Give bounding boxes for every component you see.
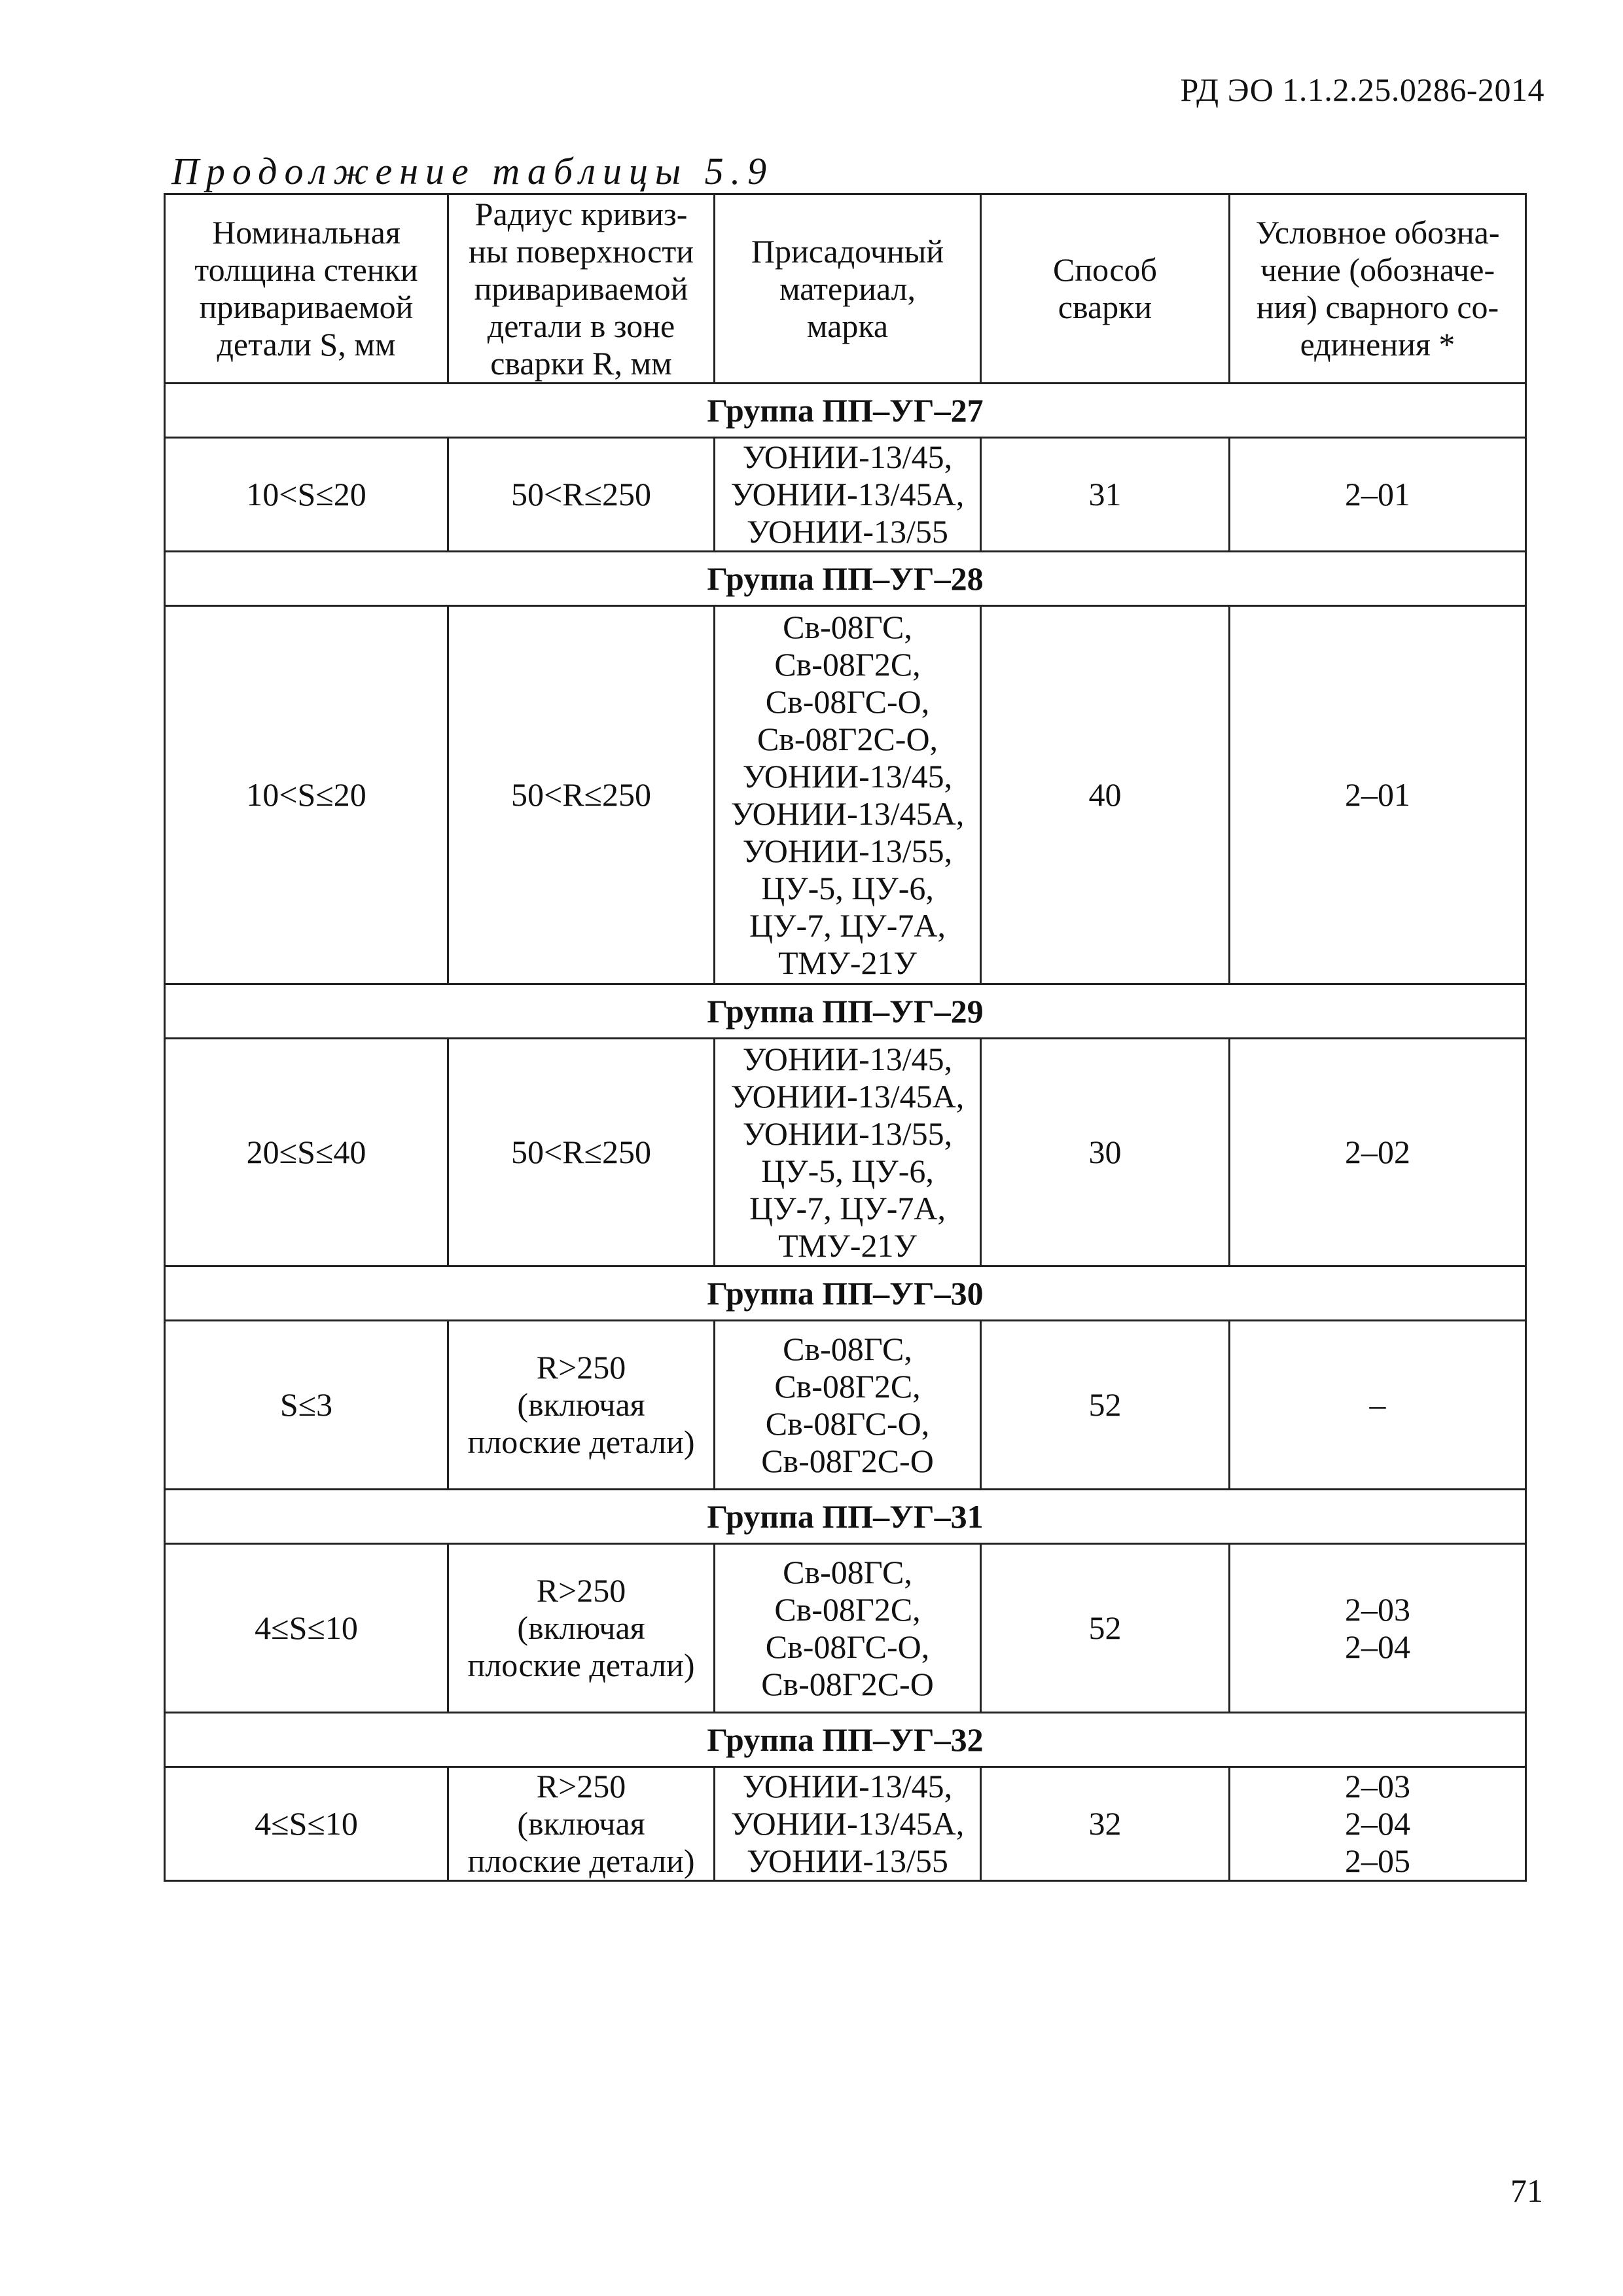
column-header-method: Способ сварки <box>981 194 1230 384</box>
column-header-radius: Радиус кривиз- ны поверхности приваривaемой детали в зоне сварки R, мм <box>448 194 715 384</box>
welding-spec-table <box>164 193 1527 1882</box>
table-caption: Продолжение таблицы 5.9 <box>171 150 774 192</box>
cell-radius: 50<R≤250 <box>448 606 715 984</box>
group-title: Группа ПП–УГ–30 <box>165 1266 1526 1321</box>
group-title: Группа ПП–УГ–32 <box>165 1713 1526 1767</box>
group-heading-row <box>165 1266 1526 1321</box>
cell-designation: 2–01 <box>1230 606 1526 984</box>
column-header-filler: Присадочный материал, марка <box>715 194 981 384</box>
cell-filler: Св-08ГС, Св-08Г2С, Св-08ГС-О, Св-08Г2С-О, УОНИИ-13/45, УОНИИ-13/45А, УОНИИ-13/55, ЦУ-5, ЦУ-6, ЦУ-7, ЦУ-7А, ТМУ-21У <box>715 606 981 984</box>
document-code: РД ЭО 1.1.2.25.0286-2014 <box>1180 71 1544 108</box>
cell-radius: R>250 (включая плоские детали) <box>448 1767 715 1881</box>
cell-designation: – <box>1230 1321 1526 1490</box>
cell-radius: 50<R≤250 <box>448 1039 715 1266</box>
group-heading-row <box>165 384 1526 438</box>
cell-method: 52 <box>981 1544 1230 1713</box>
group-heading-row <box>165 1490 1526 1544</box>
cell-radius: R>250 (включая плоские детали) <box>448 1544 715 1713</box>
group-heading-row <box>165 1713 1526 1767</box>
table-row <box>165 438 1526 552</box>
table-row <box>165 1544 1526 1713</box>
group-heading-row <box>165 984 1526 1039</box>
cell-filler: УОНИИ-13/45, УОНИИ-13/45А, УОНИИ-13/55, ЦУ-5, ЦУ-6, ЦУ-7, ЦУ-7А, ТМУ-21У <box>715 1039 981 1266</box>
cell-thickness: 4≤S≤10 <box>165 1544 448 1713</box>
cell-designation: 2–01 <box>1230 438 1526 552</box>
cell-filler: УОНИИ-13/45, УОНИИ-13/45А, УОНИИ-13/55 <box>715 438 981 552</box>
cell-thickness: S≤3 <box>165 1321 448 1490</box>
cell-method: 32 <box>981 1767 1230 1881</box>
cell-method: 52 <box>981 1321 1230 1490</box>
group-title: Группа ПП–УГ–27 <box>165 384 1526 438</box>
cell-thickness: 20≤S≤40 <box>165 1039 448 1266</box>
group-heading-row <box>165 552 1526 606</box>
cell-designation: 2–02 <box>1230 1039 1526 1266</box>
cell-filler: Св-08ГС, Св-08Г2С, Св-08ГС-О, Св-08Г2С-О <box>715 1544 981 1713</box>
cell-method: 31 <box>981 438 1230 552</box>
cell-thickness: 10<S≤20 <box>165 606 448 984</box>
table-row <box>165 1767 1526 1881</box>
page-number: 71 <box>1510 2172 1543 2209</box>
cell-method: 30 <box>981 1039 1230 1266</box>
table-row <box>165 1039 1526 1266</box>
cell-method: 40 <box>981 606 1230 984</box>
group-title: Группа ПП–УГ–28 <box>165 552 1526 606</box>
cell-thickness: 4≤S≤10 <box>165 1767 448 1881</box>
column-header-designation: Условное обозна- чение (обозначе- ния) сварного со- единения * <box>1230 194 1526 384</box>
cell-designation: 2–03 2–04 2–05 <box>1230 1767 1526 1881</box>
group-title: Группа ПП–УГ–29 <box>165 984 1526 1039</box>
cell-filler: Св-08ГС, Св-08Г2С, Св-08ГС-О, Св-08Г2С-О <box>715 1321 981 1490</box>
table-header <box>165 194 1526 384</box>
table-row <box>165 606 1526 984</box>
column-header-thickness: Номинальная толщина стенки приваривaемой детали S, мм <box>165 194 448 384</box>
cell-designation: 2–03 2–04 <box>1230 1544 1526 1713</box>
cell-radius: R>250 (включая плоские детали) <box>448 1321 715 1490</box>
group-title: Группа ПП–УГ–31 <box>165 1490 1526 1544</box>
cell-radius: 50<R≤250 <box>448 438 715 552</box>
cell-thickness: 10<S≤20 <box>165 438 448 552</box>
cell-filler: УОНИИ-13/45, УОНИИ-13/45А, УОНИИ-13/55 <box>715 1767 981 1881</box>
table-row <box>165 1321 1526 1490</box>
